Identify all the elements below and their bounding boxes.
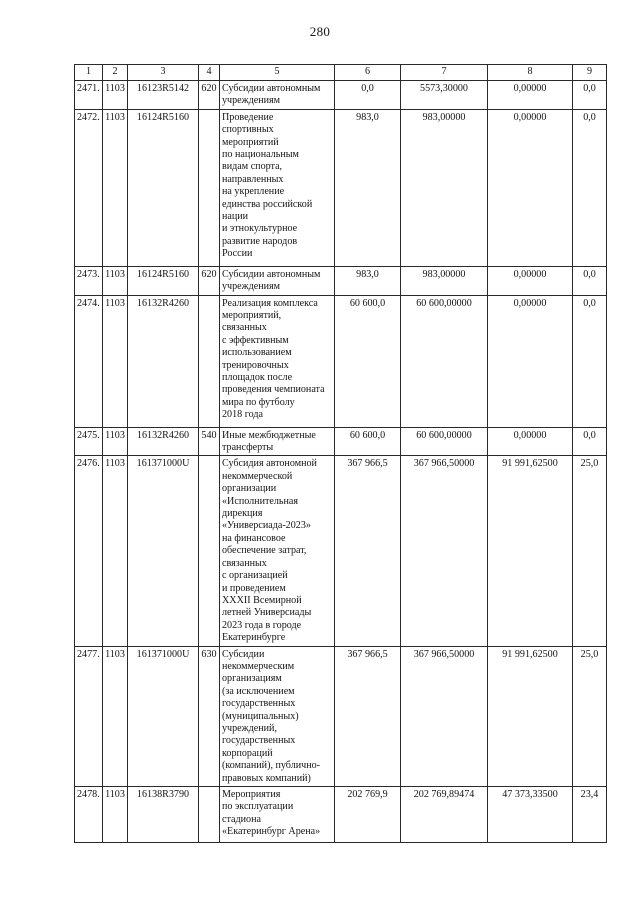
section-code: 1103 — [103, 456, 128, 646]
page-number: 280 — [309, 24, 331, 39]
table-row — [75, 787, 607, 843]
column-header: 3 — [128, 65, 199, 81]
table-row — [75, 109, 607, 266]
section-code: 1103 — [103, 787, 128, 843]
target-article-code: 16124R5160 — [128, 109, 199, 266]
target-article-code: 16138R3790 — [128, 787, 199, 843]
executed-amount: 0,00000 — [488, 109, 573, 266]
planned-amount: 367 966,5 — [335, 646, 401, 786]
row-number: 2474. — [75, 295, 103, 427]
approved-amount: 60 600,00000 — [401, 427, 488, 456]
expense-type-code — [199, 295, 220, 427]
execution-percent: 23,4 — [573, 787, 607, 843]
execution-percent: 25,0 — [573, 456, 607, 646]
row-number: 2477. — [75, 646, 103, 786]
expense-type-code: 620 — [199, 81, 220, 110]
row-number: 2472. — [75, 109, 103, 266]
row-number: 2473. — [75, 266, 103, 295]
section-code: 1103 — [103, 266, 128, 295]
column-header: 1 — [75, 65, 103, 81]
column-header: 4 — [199, 65, 220, 81]
table-row — [75, 456, 607, 646]
executed-amount: 91 991,62500 — [488, 646, 573, 786]
expense-type-code: 540 — [199, 427, 220, 456]
column-header: 2 — [103, 65, 128, 81]
executed-amount: 0,00000 — [488, 81, 573, 110]
row-number: 2471. — [75, 81, 103, 110]
approved-amount: 202 769,89474 — [401, 787, 488, 843]
item-name: Реализация комплекса мероприятий, связанных с эффективным использованием тренировочных площадок после проведения чемпионата мира по футболу 2018 года — [220, 295, 335, 427]
target-article-code: 161371000U — [128, 646, 199, 786]
executed-amount: 0,00000 — [488, 266, 573, 295]
item-name: Мероприятия по эксплуатации стадиона «Екатеринбург Арена» — [220, 787, 335, 843]
column-number-row — [75, 65, 607, 81]
approved-amount: 5573,30000 — [401, 81, 488, 110]
table-row — [75, 295, 607, 427]
expense-type-code: 630 — [199, 646, 220, 786]
row-number: 2476. — [75, 456, 103, 646]
target-article-code: 16123R5142 — [128, 81, 199, 110]
expense-type-code — [199, 787, 220, 843]
expense-type-code: 620 — [199, 266, 220, 295]
execution-percent: 0,0 — [573, 266, 607, 295]
section-code: 1103 — [103, 427, 128, 456]
execution-percent: 0,0 — [573, 81, 607, 110]
item-name: Субсидии автономным учреждениям — [220, 266, 335, 295]
section-code: 1103 — [103, 109, 128, 266]
approved-amount: 367 966,50000 — [401, 646, 488, 786]
column-header: 6 — [335, 65, 401, 81]
item-name: Проведение спортивных мероприятий по национальным видам спорта, направленных на укрепление единства российской нации и этнокультурное развитие народов России — [220, 109, 335, 266]
target-article-code: 16124R5160 — [128, 266, 199, 295]
column-header: 7 — [401, 65, 488, 81]
approved-amount: 60 600,00000 — [401, 295, 488, 427]
item-name: Субсидия автономной некоммерческой организации «Исполнительная дирекция «Универсиада-2023» на финансовое обеспечение затрат, связанных с организацией и проведением XXXII Всемирной летней Универсиады 2023 года в городе Екатеринбурге — [220, 456, 335, 646]
planned-amount: 367 966,5 — [335, 456, 401, 646]
execution-percent: 25,0 — [573, 646, 607, 786]
executed-amount: 0,00000 — [488, 427, 573, 456]
section-code: 1103 — [103, 295, 128, 427]
target-article-code: 16132R4260 — [128, 427, 199, 456]
approved-amount: 983,00000 — [401, 109, 488, 266]
target-article-code: 161371000U — [128, 456, 199, 646]
planned-amount: 60 600,0 — [335, 295, 401, 427]
row-number: 2475. — [75, 427, 103, 456]
execution-percent: 0,0 — [573, 427, 607, 456]
approved-amount: 983,00000 — [401, 266, 488, 295]
table-row — [75, 646, 607, 786]
column-header: 5 — [220, 65, 335, 81]
target-article-code: 16132R4260 — [128, 295, 199, 427]
item-name: Субсидии автономным учреждениям — [220, 81, 335, 110]
planned-amount: 0,0 — [335, 81, 401, 110]
planned-amount: 202 769,9 — [335, 787, 401, 843]
executed-amount: 47 373,33500 — [488, 787, 573, 843]
column-header: 8 — [488, 65, 573, 81]
table-row — [75, 266, 607, 295]
item-name: Иные межбюджетные трансферты — [220, 427, 335, 456]
planned-amount: 983,0 — [335, 266, 401, 295]
execution-percent: 0,0 — [573, 109, 607, 266]
planned-amount: 983,0 — [335, 109, 401, 266]
row-number: 2478. — [75, 787, 103, 843]
budget-table — [74, 64, 607, 843]
planned-amount: 60 600,0 — [335, 427, 401, 456]
executed-amount: 0,00000 — [488, 295, 573, 427]
approved-amount: 367 966,50000 — [401, 456, 488, 646]
table-row — [75, 81, 607, 110]
column-header: 9 — [573, 65, 607, 81]
section-code: 1103 — [103, 81, 128, 110]
execution-percent: 0,0 — [573, 295, 607, 427]
executed-amount: 91 991,62500 — [488, 456, 573, 646]
table-row — [75, 427, 607, 456]
item-name: Субсидии некоммерческим организациям (за исключением государственных (муниципальных) учреждений, государственных корпораций (компаний), публично- правовых компаний) — [220, 646, 335, 786]
expense-type-code — [199, 109, 220, 266]
section-code: 1103 — [103, 646, 128, 786]
expense-type-code — [199, 456, 220, 646]
